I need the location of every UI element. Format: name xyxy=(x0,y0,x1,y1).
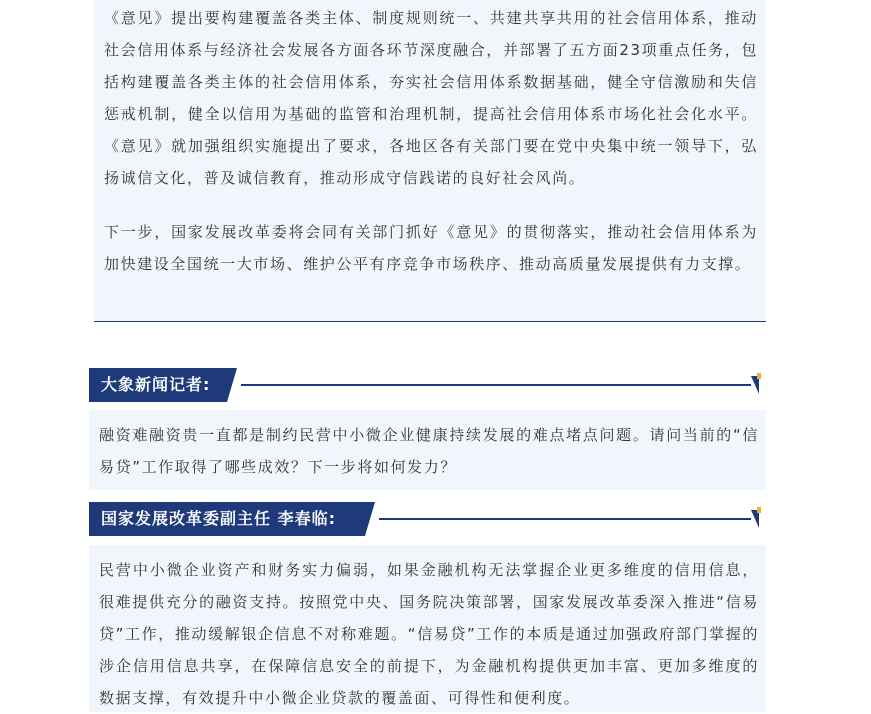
question-header xyxy=(89,368,761,402)
label-slant-decoration xyxy=(365,502,375,536)
header-divider-line xyxy=(379,518,751,520)
intro-paragraph-1: 《意见》提出要构建覆盖各类主体、制度规则统一、共建共享共用的社会信用体系，推动社会信用体系与经济社会发展各方面各环节深度融合，并部署了五方面23项重点任务，包括构建覆盖各类主体的社会信用体系，夯实社会信用体系数据基础，健全守信激励和失信惩戒机制，健全以信用为基础的监管和治理机制，提高社会信用体系市场化社会化水平。《意见》就加强组织实施提出了要求，各地区各有关部门要在党中央集中统一领导下，弘扬诚信文化，普及诚信教育，推动形成守信践诺的良好社会风尚。 xyxy=(104,9,758,187)
question-text: 融资难融资贵一直都是制约民营中小微企业健康持续发展的难点堵点问题。请问当前的“信易贷”工作取得了哪些成效？下一步将如何发力？ xyxy=(99,426,759,476)
intro-paragraph-2: 下一步，国家发展改革委将会同有关部门抓好《意见》的贯彻落实，推动社会信用体系为加快建设全国统一大市场、维护公平有序竞争市场秩序、推动高质量发展提供有力支撑。 xyxy=(104,223,758,273)
answer-header xyxy=(89,502,761,536)
header-end-marker-icon xyxy=(749,376,761,394)
question-speaker-label: 大象新闻记者: xyxy=(89,368,227,402)
intro-text-block xyxy=(94,0,766,322)
answer-text: 民营中小微企业资产和财务实力偏弱，如果金融机构无法掌握企业更多维度的信用信息，很难提供充分的融资支持。按照党中央、国务院决策部署，国家发展改革委深入推进“信易贷”工作，推动缓解银企信息不对称难题。“信易贷”工作的本质是通过加强政府部门掌握的涉企信用信息共享，在保障信息安全的前提下，为金融机构提供更加丰富、更加多维度的数据支撑，有效提升中小微企业贷款的覆盖面、可得性和便利度。 xyxy=(99,561,759,707)
header-end-marker-icon xyxy=(749,510,761,528)
answer-speaker-label: 国家发展改革委副主任 李春临: xyxy=(89,502,365,536)
label-slant-decoration xyxy=(227,368,237,402)
answer-text-block xyxy=(89,545,766,712)
question-text-block xyxy=(89,410,766,490)
header-divider-line xyxy=(241,384,751,386)
